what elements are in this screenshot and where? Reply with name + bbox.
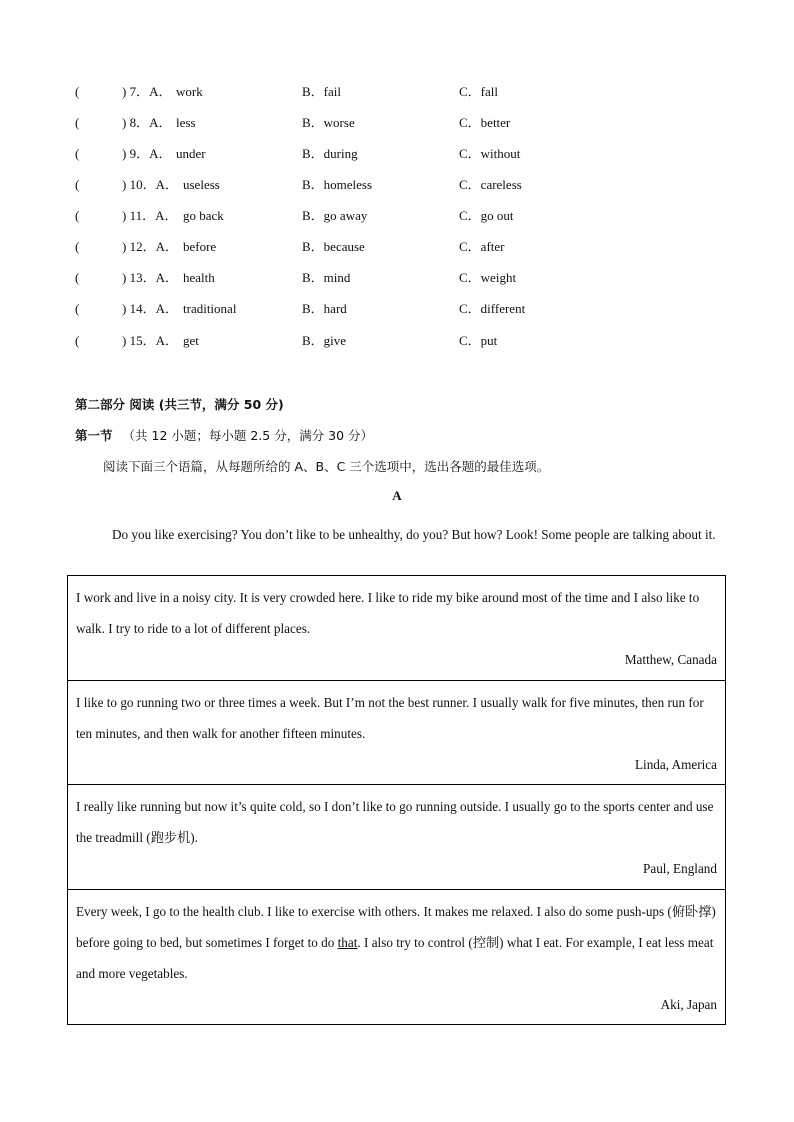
testimonial-author: Matthew, Canada bbox=[624, 652, 717, 667]
option-b: B．homeless bbox=[302, 177, 373, 192]
answer-paren-left: ( bbox=[75, 270, 80, 285]
question-number: ) 11．A． bbox=[122, 208, 178, 223]
answer-paren-left: ( bbox=[75, 115, 80, 130]
question-row bbox=[0, 82, 794, 102]
option-b: B．hard bbox=[302, 301, 347, 316]
question-number: ) 9．A． bbox=[122, 146, 172, 161]
passage-intro-text: Do you like exercising? You don’t like to be unhealthy, do you? But how? Look! Some people are talking about it. bbox=[112, 527, 716, 542]
option-b: B．fail bbox=[302, 84, 341, 99]
question-row bbox=[0, 268, 794, 288]
subsection-title bbox=[75, 426, 373, 444]
question-number: ) 10．A． bbox=[122, 177, 178, 192]
option-a: get bbox=[183, 333, 199, 348]
instruction: 阅读下面三个语篇，从每题所给的 A、B、C 三个选项中，选出各题的最佳选项。 bbox=[103, 459, 550, 474]
question-number: ) 12．A． bbox=[122, 239, 178, 254]
answer-paren-left: ( bbox=[75, 84, 80, 99]
testimonial-text bbox=[76, 896, 717, 989]
option-c: C．fall bbox=[459, 84, 498, 99]
testimonial-box bbox=[68, 785, 725, 890]
answer-paren-left: ( bbox=[75, 177, 80, 192]
subsection-label: 第一节 bbox=[75, 428, 113, 443]
answer-paren-left: ( bbox=[75, 146, 80, 161]
option-a: under bbox=[176, 146, 206, 161]
answer-paren-left: ( bbox=[75, 301, 80, 316]
passage-letter: A bbox=[392, 488, 402, 503]
option-b: B．during bbox=[302, 146, 358, 161]
question-row bbox=[0, 206, 794, 226]
question-number: ) 15．A． bbox=[122, 333, 178, 348]
testimonial-box bbox=[68, 576, 725, 681]
testimonial-box bbox=[68, 890, 725, 1024]
option-b: B．worse bbox=[302, 115, 355, 130]
option-b: B．go away bbox=[302, 208, 368, 223]
option-c: C．without bbox=[459, 146, 521, 161]
option-a: useless bbox=[183, 177, 220, 192]
question-number: ) 13．A． bbox=[122, 270, 178, 285]
option-c: C．put bbox=[459, 333, 498, 348]
option-b: B．because bbox=[302, 239, 365, 254]
testimonial-author: Linda, America bbox=[634, 757, 717, 772]
option-c: C．go out bbox=[459, 208, 514, 223]
option-c: C．careless bbox=[459, 177, 522, 192]
option-a: traditional bbox=[183, 301, 237, 316]
option-a: work bbox=[176, 84, 203, 99]
question-row bbox=[0, 144, 794, 164]
answer-paren-left: ( bbox=[75, 239, 80, 254]
passage-intro bbox=[75, 519, 725, 550]
section-title: 第二部分 阅读 (共三节，满分 50 分) bbox=[75, 397, 284, 412]
question-number: ) 7．A． bbox=[122, 84, 172, 99]
question-row bbox=[0, 299, 794, 319]
option-c: C．better bbox=[459, 115, 511, 130]
option-c: C．after bbox=[459, 239, 505, 254]
testimonial-author: Paul, England bbox=[643, 861, 717, 876]
question-row bbox=[0, 175, 794, 195]
testimonial-text: I like to go running two or three times a week. But I’m not the best runner. I usually walk for five minutes, then run for ten minutes, and then walk for another fifteen minutes. bbox=[76, 695, 704, 741]
option-a: go back bbox=[183, 208, 224, 223]
option-a: before bbox=[183, 239, 217, 254]
answer-paren-left: ( bbox=[75, 333, 80, 348]
option-a: less bbox=[176, 115, 196, 130]
testimonial-text: I really like running but now it’s quite cold, so I don’t like to go running outside. I usually go to the sports center and use the treadmill (跑步机). bbox=[76, 799, 714, 845]
underlined-word: that bbox=[337, 935, 358, 950]
question-row bbox=[0, 331, 794, 351]
testimonial-text: I work and live in a noisy city. It is very crowded here. I like to ride my bike around most of the time and I also like to walk. I try to ride to a lot of different places. bbox=[76, 590, 700, 636]
answer-paren-left: ( bbox=[75, 208, 80, 223]
option-c: C．weight bbox=[459, 270, 517, 285]
testimonial-table bbox=[67, 575, 726, 1025]
question-number: ) 8．A． bbox=[122, 115, 172, 130]
testimonial-text-pre: Every week, I go to the health club. I like to exercise with others. It makes me relaxed. I also do some push-ups (俯卧撑) before going to bed, but sometimes I forget to do bbox=[76, 904, 716, 950]
option-a: health bbox=[183, 270, 215, 285]
option-c: C．different bbox=[459, 301, 526, 316]
subsection-info: （共 12 小题；每小题 2.5 分，满分 30 分） bbox=[122, 428, 374, 443]
question-row bbox=[0, 237, 794, 257]
testimonial-box bbox=[68, 681, 725, 785]
option-b: B．mind bbox=[302, 270, 351, 285]
question-row bbox=[0, 113, 794, 133]
option-b: B．give bbox=[302, 333, 347, 348]
testimonial-text-post: . I also try to control (控制) what I eat. For example, I eat less meat and more vegetables. bbox=[76, 935, 714, 981]
question-number: ) 14．A． bbox=[122, 301, 178, 316]
testimonial-author: Aki, Japan bbox=[660, 997, 717, 1012]
